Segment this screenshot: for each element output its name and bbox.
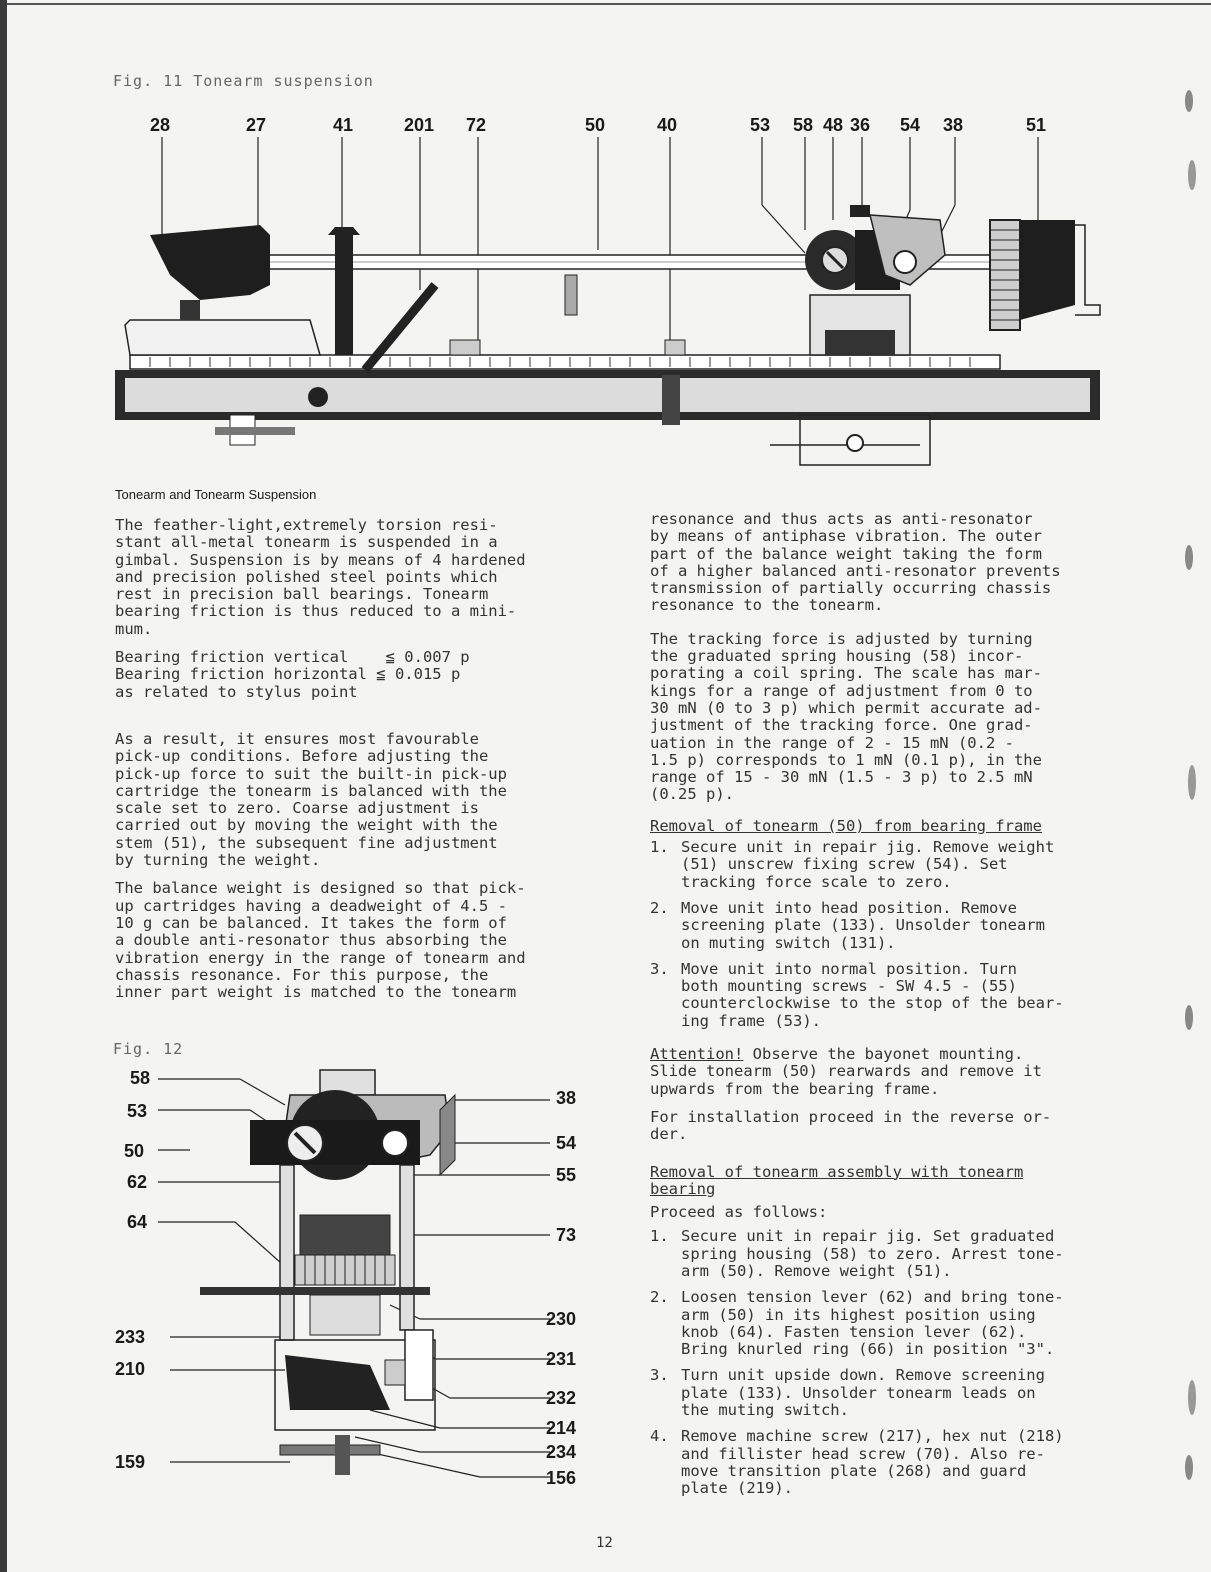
binder-mark: [1188, 1380, 1196, 1415]
fig12-caption: Fig. 12: [113, 1040, 184, 1058]
fig11-callout-201: 201: [404, 115, 435, 135]
fig12-callout-159: 159: [115, 1452, 146, 1472]
fig11-callout-41: 41: [333, 115, 354, 135]
tonearm-suspension-diagram: [110, 135, 1110, 470]
anti-resonator-paragraph: resonance and thus acts as anti-resonator by means of antiphase vibration. The outer part of the balance weight taking the form of a higher balanced anti-resonator prevents transmission of partially occurring chassis resonance to the tonearm.: [650, 510, 1061, 615]
fig12-callout-58: 58: [130, 1068, 151, 1088]
fig11-callout-50: 50: [585, 115, 606, 135]
assembly-steps: [650, 1228, 1064, 1497]
balancing-paragraph: As a result, it ensures most favourable pick-up conditions. Before adjusting the pick-up force to suit the built-in pick-up cartridge the tonearm is balanced with the scale set to zero. Coarse adjustment is carried out by moving the weight with the stem (51), the subsequent fine adjustment by turning the weight.: [115, 729, 507, 870]
list-item: 3. Move unit into normal position. Turn both mounting screws - SW 4.5 - (55) counterclockwise to the stop of the bear- ing frame (53).: [650, 959, 1064, 1030]
assembly-heading: Removal of tonearm assembly with tonearm bearing: [650, 1162, 1024, 1198]
fig12-callout-62: 62: [127, 1172, 148, 1192]
binding-edge: [0, 0, 7, 1572]
fig11-callout-27: 27: [246, 115, 267, 135]
list-item: 3. Turn unit upside down. Remove screening plate (133). Unsolder tonearm leads on the muting switch.: [650, 1366, 1045, 1420]
list-item: 4. Remove machine screw (217), hex nut (218) and fillister head screw (70). Also re- move transition plate (268) and guard plate (219).: [650, 1427, 1064, 1498]
intro-paragraph: The feather-light,extremely torsion resi- stant all-metal tonearm is suspended in a gimbal. Suspension is by means of 4 hardened and precision polished steel points which rest in precision ball bearings. Tonearm bearing friction is thus reduced to a mini- mum.: [115, 516, 526, 638]
section-title: Tonearm and Tonearm Suspension: [115, 487, 317, 502]
binder-mark: [1185, 1005, 1193, 1030]
binder-mark: [1188, 160, 1196, 190]
fig11-callout-58: 58: [793, 115, 814, 135]
fig12-callout-53: 53: [127, 1101, 148, 1121]
fig11-callout-40: 40: [657, 115, 678, 135]
fig12-callout-234: 234: [546, 1442, 577, 1462]
fig12-callout-64: 64: [127, 1212, 148, 1232]
page-number: 12: [596, 1535, 613, 1551]
fig12-callout-38: 38: [556, 1088, 577, 1108]
fig11-callout-72: 72: [466, 115, 487, 135]
fig12-callout-73: 73: [556, 1225, 577, 1245]
fig12-callout-230: 230: [546, 1309, 577, 1329]
binder-mark: [1185, 1455, 1193, 1480]
bearing-assembly-diagram: [150, 1065, 550, 1495]
attention-label: Attention!: [650, 1045, 744, 1064]
list-item: 1. Secure unit in repair jig. Remove weight (51) unscrew fixing screw (54). Set tracking force scale to zero.: [650, 838, 1055, 891]
tracking-force-paragraph: The tracking force is adjusted by turning the graduated spring housing (58) incor- porating a coil spring. The scale has mar- kings for a range of adjustment from 0 to 30 mN (0 to 3 p) which permit accurate ad- justment of the tracking force. One grad- uation in the range of 2 - 15 mN (0.2 - 1.5 p) corresponds to 1 mN (0.1 p), in the range of 15 - 30 mN (1.5 - 3 p) to 2.5 mN (0.25 p).: [650, 629, 1042, 804]
fig11-callout-48: 48: [823, 115, 844, 135]
proceed-text: Proceed as follows:: [650, 1203, 828, 1222]
list-item: 1. Secure unit in repair jig. Set graduated spring housing (58) to zero. Arrest tone- arm (50). Remove weight (51).: [650, 1227, 1064, 1280]
fig11-callout-51: 51: [1026, 115, 1047, 135]
installation-note: For installation proceed in the reverse or- der.: [650, 1107, 1052, 1144]
removal-steps: [650, 839, 1064, 1030]
right-column: [650, 511, 1064, 1508]
removal-heading: Removal of tonearm (50) from bearing frame: [650, 816, 1042, 835]
fig12-callout-156: 156: [546, 1468, 577, 1488]
balance-weight-paragraph: The balance weight is designed so that pick- up cartridges having a deadweight of 4.5 - 10 g can be balanced. It takes the form of a double anti-resonator thus absorbing the vibration energy in the range of tonearm and chassis resonance. For this purpose, the inner part weight is matched to the tonearm: [115, 879, 526, 1002]
binder-mark: [1188, 765, 1196, 800]
fig11-callout-53: 53: [750, 115, 771, 135]
binder-mark: [1185, 545, 1193, 570]
fig11-callout-36: 36: [850, 115, 871, 135]
fig12-callout-214: 214: [546, 1418, 577, 1438]
top-rule: [0, 3, 1211, 5]
bearing-friction-spec: Bearing friction vertical ≦ 0.007 p Bearing friction horizontal ≦ 0.015 p as related to stylus point: [115, 648, 470, 701]
attention-note: [650, 1046, 1064, 1098]
fig12-callout-231: 231: [546, 1349, 577, 1369]
fig12-callout-232: 232: [546, 1388, 577, 1408]
fig12-callout-210: 210: [115, 1359, 146, 1379]
list-item: 2. Loosen tension lever (62) and bring tone- arm (50) in its highest position using knob (64). Fasten tension lever (62). Bring knurled ring (66) in position "3".: [650, 1288, 1064, 1359]
fig12-callout-54: 54: [556, 1133, 577, 1153]
list-item: 2. Move unit into head position. Remove screening plate (133). Unsolder tonearm on muting switch (131).: [650, 898, 1045, 952]
fig12-callout-233: 233: [115, 1327, 146, 1347]
fig12-callout-50: 50: [124, 1141, 145, 1161]
binder-mark: [1185, 90, 1193, 112]
fig11-caption: Fig. 11 Tonearm suspension: [113, 72, 374, 90]
fig12-callout-55: 55: [556, 1165, 577, 1185]
fig11-callout-38: 38: [943, 115, 964, 135]
left-column: [115, 517, 526, 1012]
fig11-callout-28: 28: [150, 115, 171, 135]
attention-text: Observe the bayonet mounting. Slide tonearm (50) rearwards and remove it upwards from the bearing frame.: [650, 1045, 1042, 1098]
fig11-callout-54: 54: [900, 115, 921, 135]
